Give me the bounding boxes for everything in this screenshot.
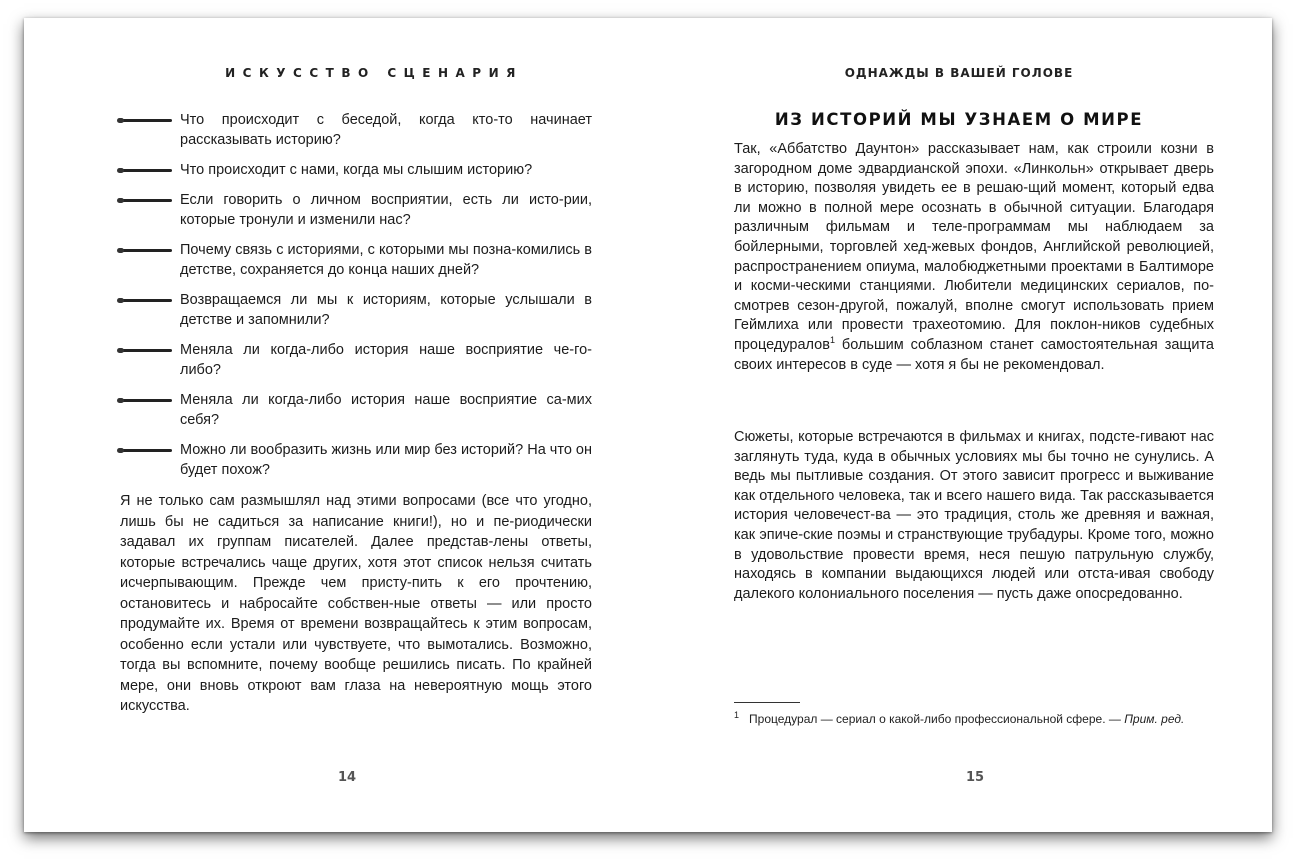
footnote-text: Процедурал — сериал о какой-либо профессиональной сфере. —	[749, 712, 1121, 726]
question-text: Возвращаемся ли мы к историям, которые услышали в детстве и запомнили?	[180, 292, 592, 328]
dash-bullet-icon	[120, 349, 172, 352]
dash-bullet-icon	[120, 299, 172, 302]
question-text: Можно ли вообразить жизнь или мир без историй? На что он будет похож?	[180, 442, 592, 478]
question-item	[120, 240, 592, 280]
book-spread	[24, 18, 1272, 832]
question-item	[120, 340, 592, 380]
question-item	[120, 190, 592, 230]
question-item	[120, 160, 592, 180]
body-paragraph: Сюжеты, которые встречаются в фильмах и книгах, подсте-гивают нас заглянуть туда, куда в обычных условиях мы бы точно не сунулись. А ведь мы пытливые создания. От этого зависит прогресс и выживание как отдельного человека, так и всего нашего вида. Так рассказывается история человечест-ва — это традиция, столь же древняя и важная, как эпиче-ские поэмы и странствующие трубадуры. Кроме того, можно в удовольствие провести время, неся пешую патрульную службу, находясь в компании выдающихся людей или отста-ивая свободу далекого колониального поселения — пусть даже опосредованно.	[734, 429, 1214, 602]
paragraph-text: Так, «Аббатство Даунтон» рассказывает нам, как строили козни в загородном доме эдвардианской эпохи. «Линкольн» открывает дверь в историю, позволяя увидеть ее в решаю-щий момент, который едва ли можно в полной мере осознать в обычной ситуации. Благодаря различным фильмам и теле-программам мы наблюдаем за бойлерными, торговлей хед-жевых фондов, Английской революцией, распространением опиума, малобюджетными проектами в Балтиморе и косми-ческими станциями. Любители медицинских сериалов, по-смотрев сезон-другой, пожалуй, вполне смогут использовать прием Геймлиха или провести трахеотомию. Для поклон-ников судебных процедуралов	[734, 141, 1214, 353]
footnote-ref: 1	[829, 335, 835, 346]
running-head-right: ОДНАЖДЫ В ВАШЕЙ ГОЛОВЕ	[844, 66, 1074, 80]
question-text: Меняла ли когда-либо история наше восприятие са-мих себя?	[180, 392, 592, 428]
question-item	[120, 110, 592, 150]
question-text: Если говорить о личном восприятии, есть ли исто-рии, которые тронули и изменили нас?	[180, 192, 592, 228]
question-item	[120, 290, 592, 330]
question-text: Меняла ли когда-либо история наше восприятие че-го-либо?	[180, 342, 592, 378]
question-text: Что происходит с нами, когда мы слышим историю?	[180, 162, 533, 178]
footnote-note: Прим. ред.	[1124, 712, 1185, 726]
dash-bullet-icon	[120, 399, 172, 402]
question-list	[120, 110, 592, 490]
right-page	[648, 18, 1272, 832]
dash-bullet-icon	[120, 119, 172, 122]
paragraph-text: большим соблазном станет самостоятельная защита своих интересов в суде — хотя я бы не рекомендовал.	[734, 336, 1214, 373]
body-paragraph	[734, 140, 1214, 375]
question-text: Что происходит с беседой, когда кто-то начинает рассказывать историю?	[180, 112, 592, 148]
question-item	[120, 390, 592, 430]
body-paragraph: Я не только сам размышлял над этими вопросами (все что угодно, лишь бы не садиться за написание книги!), но и пе-риодически задавал их группам писателей. Далее представ-лены ответы, которые встречались чаще других, хотя этот список нельзя считать исчерпывающим. Прежде чем присту-пить к его прочтению, остановитесь и набросайте собствен-ные ответы — или просто продумайте их. Время от времени возвращайтесь к этим вопросам, особенно если устали или чувствуете, что вымотались. Возможно, тогда вы вспомните, почему вообще решились писать. По крайней мере, они вновь откроют вам глаза на невероятную мощь этого искусства.	[120, 493, 592, 714]
dash-bullet-icon	[120, 449, 172, 452]
page-number-right: 15	[966, 770, 985, 785]
footnote	[734, 710, 1214, 728]
chapter-title: ИЗ ИСТОРИЙ МЫ УЗНАЕМ О МИРЕ	[774, 110, 1144, 129]
dash-bullet-icon	[120, 199, 172, 202]
dash-bullet-icon	[120, 249, 172, 252]
question-item	[120, 440, 592, 480]
running-head-left: ИСКУССТВО СЦЕНАРИЯ	[225, 66, 523, 80]
left-page	[24, 18, 648, 832]
dash-bullet-icon	[120, 169, 172, 172]
footnote-rule	[734, 702, 800, 703]
question-text: Почему связь с историями, с которыми мы позна-комились в детстве, сохраняется до конца наших дней?	[180, 242, 592, 278]
page-number-left: 14	[338, 770, 357, 785]
footnote-number: 1	[734, 710, 740, 720]
